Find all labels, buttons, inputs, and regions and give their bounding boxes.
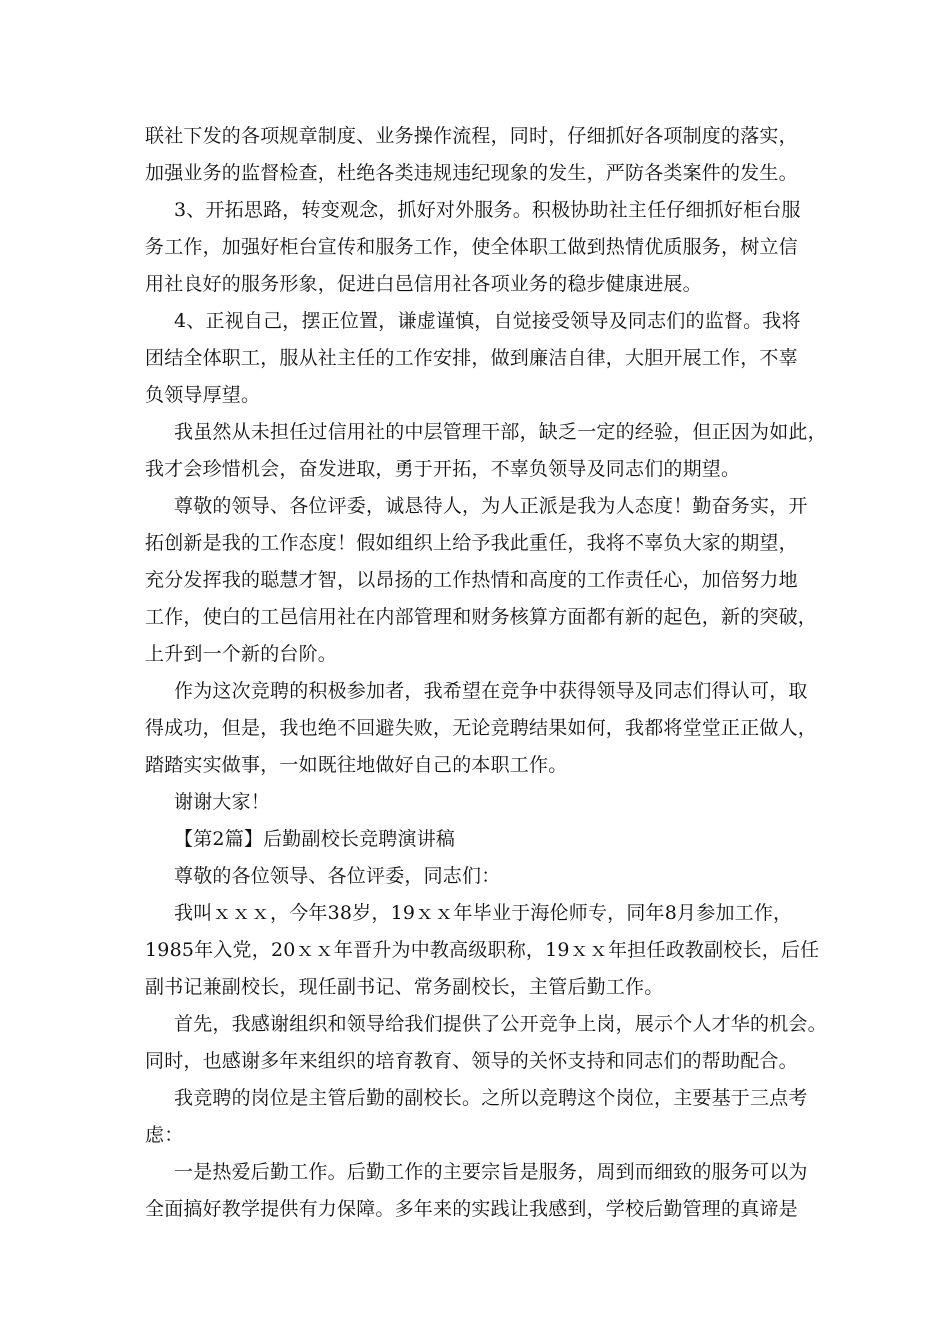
text-line: 我虽然从未担任过信用社的中层管理干部，缺乏一定的经验，但正因为如此， bbox=[174, 421, 827, 443]
text-line: 上升到一个新的台阶。 bbox=[145, 643, 338, 665]
text-line: 虑： bbox=[145, 1124, 184, 1146]
text-line: 务工作，加强好柜台宣传和服务工作，使全体职工做到热情优质服务，树立信 bbox=[145, 236, 798, 258]
text-line: 充分发挥我的聪慧才智，以昂扬的工作热情和高度的工作责任心，加倍努力地 bbox=[145, 569, 798, 591]
text-line: 我竞聘的岗位是主管后勤的副校长。之所以竞聘这个岗位，主要基于三点考 bbox=[174, 1087, 808, 1109]
text-line: 全面搞好教学提供有力保障。多年来的实践让我感到，学校后勤管理的真谛是 bbox=[145, 1198, 798, 1220]
text-line: 我叫ｘｘｘ，今年38岁，19ｘｘ年毕业于海伦师专，同年8月参加工作， bbox=[174, 902, 793, 924]
text-line: 作为这次竞聘的积极参加者，我希望在竞争中获得领导及同志们得认可，取 bbox=[174, 680, 808, 702]
text-line: 首先，我感谢组织和领导给我们提供了公开竞争上岗，展示个人才华的机会。 bbox=[174, 1013, 827, 1035]
text-line: 谢谢大家！ bbox=[174, 791, 271, 813]
text-line: 团结全体职工，服从社主任的工作安排，做到廉洁自律，大胆开展工作，不辜 bbox=[145, 347, 798, 369]
text-line: 4、正视自己，摆正位置，谦虚谨慎，自觉接受领导及同志们的监督。我将 bbox=[174, 310, 801, 332]
text-line: 1985年入党，20ｘｘ年晋升为中教高级职称，19ｘｘ年担任政教副校长，后任 bbox=[145, 939, 820, 961]
text-line: 联社下发的各项规章制度、业务操作流程，同时，仔细抓好各项制度的落实， bbox=[145, 125, 798, 147]
text-line: 用社良好的服务形象，促进白邑信用社各项业务的稳步健康进展。 bbox=[145, 273, 702, 295]
text-line: 加强业务的监督检查，杜绝各类违规违纪现象的发生，严防各类案件的发生。 bbox=[145, 162, 798, 184]
text-line: 尊敬的各位领导、各位评委，同志们： bbox=[174, 865, 501, 887]
text-line: 工作，使白的工邑信用社在内部管理和财务核算方面都有新的起色，新的突破， bbox=[145, 606, 818, 628]
text-line: 3、开拓思路，转变观念，抓好对外服务。积极协助社主任仔细抓好柜台服 bbox=[174, 199, 801, 221]
text-line: 得成功，但是，我也绝不回避失败，无论竞聘结果如何，我都将堂堂正正做人， bbox=[145, 717, 818, 739]
text-line: 副书记兼副校长，现任副书记、常务副校长，主管后勤工作。 bbox=[145, 976, 664, 998]
text-line: 【第2篇】后勤副校长竞聘演讲稿 bbox=[174, 828, 456, 850]
text-line: 我才会珍惜机会，奋发进取，勇于开拓，不辜负领导及同志们的期望。 bbox=[145, 458, 741, 480]
text-line: 同时，也感谢多年来组织的培育教育、领导的关怀支持和同志们的帮助配合。 bbox=[145, 1050, 798, 1072]
text-line: 负领导厚望。 bbox=[145, 384, 261, 406]
text-line: 一是热爱后勤工作。后勤工作的主要宗旨是服务，周到而细致的服务可以为 bbox=[174, 1161, 808, 1183]
text-line: 拓创新是我的工作态度！假如组织上给予我此重任，我将不辜负大家的期望， bbox=[145, 532, 798, 554]
document-body bbox=[145, 118, 825, 1228]
text-line: 尊敬的领导、各位评委，诚恳待人，为人正派是我为人态度！勤奋务实，开 bbox=[174, 495, 808, 517]
text-line: 踏踏实实做事，一如既往地做好自己的本职工作。 bbox=[145, 754, 568, 776]
